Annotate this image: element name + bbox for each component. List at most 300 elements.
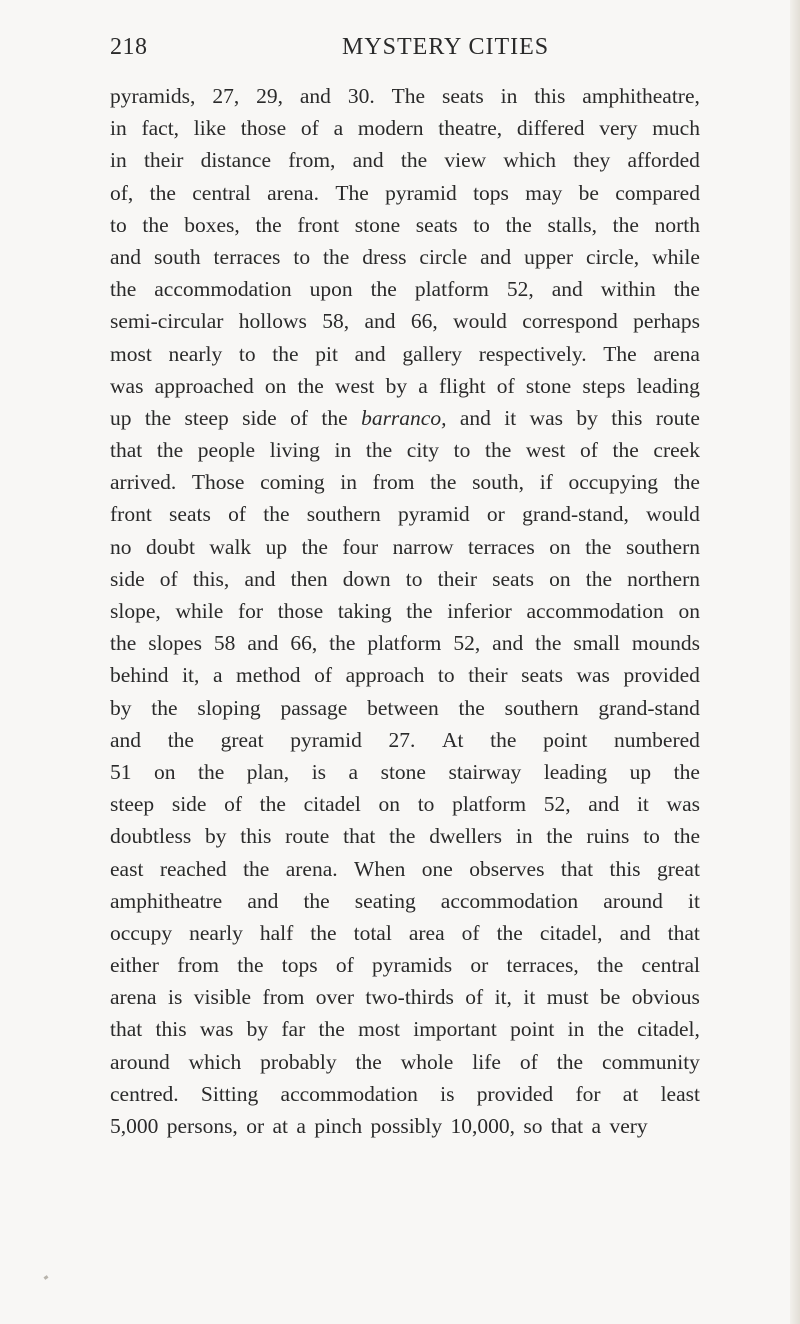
text-word: by	[110, 695, 132, 720]
text-word: upon	[309, 277, 353, 302]
text-word: the	[303, 888, 330, 913]
text-word: which	[188, 1049, 242, 1074]
text-word: from,	[288, 148, 336, 173]
text-word: the	[149, 180, 176, 205]
text-word: 52,	[506, 277, 534, 302]
text-word: doubtless	[110, 824, 192, 849]
text-word: stone	[354, 212, 401, 237]
text-word: to	[643, 824, 660, 849]
text-word: the	[151, 695, 178, 720]
text-word: from	[372, 470, 415, 495]
text-word: the	[167, 727, 194, 752]
text-word: flight	[438, 373, 486, 398]
text-word: pyramids,	[110, 84, 196, 108]
text-line	[110, 949, 700, 981]
text-word: area	[408, 920, 445, 945]
text-word: that	[110, 1017, 143, 1042]
text-word: of	[159, 566, 178, 591]
text-word: would	[646, 502, 700, 527]
text-word: of	[519, 1049, 538, 1074]
text-word: very	[609, 1114, 648, 1138]
text-word: like	[193, 116, 227, 141]
text-word: visible	[193, 985, 252, 1010]
text-word: which	[503, 148, 556, 173]
text-word: either	[110, 953, 159, 978]
text-word: southern	[504, 695, 579, 720]
text-word: if	[539, 470, 553, 495]
text-word: mounds	[631, 631, 700, 656]
text-word: to	[453, 438, 471, 463]
text-word: occupy	[110, 920, 173, 945]
text-word: total	[353, 920, 392, 945]
text-word: respectively.	[478, 341, 587, 366]
text-word: the	[323, 244, 350, 269]
text-word: passage	[280, 695, 348, 720]
text-word: then	[290, 566, 328, 591]
text-word: centred.	[110, 1081, 179, 1106]
text-word: reached	[159, 856, 227, 881]
text-word: by	[205, 824, 227, 849]
text-word: must	[546, 985, 589, 1010]
text-word: creek	[653, 438, 700, 463]
text-word: pyramid	[398, 502, 470, 527]
text-word: this	[534, 84, 566, 108]
text-word: seats	[415, 212, 458, 237]
text-word: stone	[525, 373, 572, 398]
text-word: platform	[452, 792, 527, 817]
text-word: 10,000,	[450, 1114, 516, 1138]
text-word: Sitting	[200, 1081, 259, 1106]
text-word: to	[238, 341, 256, 366]
text-word: west	[525, 438, 566, 463]
text-word: and	[364, 309, 396, 334]
text-word: terraces	[467, 534, 535, 559]
text-word: the	[370, 277, 397, 302]
text-word: those	[240, 116, 287, 141]
text-line	[110, 1013, 700, 1045]
text-word: far	[281, 1017, 306, 1042]
text-word: and	[492, 631, 524, 656]
text-word: citadel	[303, 792, 361, 817]
text-word: the	[535, 631, 562, 656]
text-word: it,	[182, 663, 200, 688]
text-word: taking	[337, 599, 392, 623]
text-word: dress	[362, 244, 407, 269]
text-word: the	[156, 438, 184, 463]
text-word: nearly	[168, 341, 223, 366]
text-line	[110, 498, 700, 530]
text-word: to	[110, 212, 127, 237]
text-word: down	[342, 566, 391, 591]
text-word: north	[654, 212, 700, 237]
text-word: occupying	[568, 470, 659, 495]
text-word: on	[678, 599, 700, 623]
text-word: the	[612, 438, 639, 463]
text-word: half	[259, 920, 294, 945]
text-word: this,	[192, 566, 230, 591]
text-word: 27,	[212, 84, 240, 108]
text-word: the	[318, 1017, 345, 1042]
text-word: while	[175, 599, 224, 623]
text-word: four	[342, 534, 379, 559]
text-word: obvious	[631, 985, 700, 1010]
text-word: ruins	[586, 824, 630, 849]
text-word: dwellers	[429, 824, 503, 849]
text-word: of,	[110, 180, 134, 205]
text-word: the	[597, 1017, 624, 1042]
text-word: central	[192, 180, 251, 205]
text-word: this	[611, 405, 643, 430]
text-word: and	[588, 792, 620, 817]
text-word: or	[486, 502, 505, 527]
text-word: that	[550, 1114, 584, 1138]
text-word: the	[142, 212, 169, 237]
text-word: behind	[110, 663, 169, 688]
text-word: community	[602, 1049, 700, 1074]
text-word: inferior	[447, 599, 512, 623]
text-word: 52,	[453, 631, 481, 656]
text-word: this	[609, 856, 641, 881]
text-word: of	[461, 920, 480, 945]
text-word: one	[421, 856, 453, 881]
text-word: the	[355, 1049, 382, 1074]
text-word: whole	[400, 1049, 454, 1074]
text-word: the	[243, 856, 270, 881]
text-word: the	[458, 695, 485, 720]
text-line	[110, 402, 700, 434]
text-word: approach	[345, 663, 425, 688]
text-word: most	[110, 341, 152, 366]
text-line	[110, 241, 700, 273]
text-word: would	[453, 309, 507, 334]
text-word: observes	[469, 856, 545, 881]
text-word: the	[673, 277, 700, 302]
text-word: was	[199, 1017, 234, 1042]
text-line	[110, 724, 700, 756]
page-edge	[790, 0, 800, 1324]
text-word: pyramid	[290, 727, 362, 752]
text-word: arena.	[285, 856, 338, 881]
text-word: slopes	[148, 631, 202, 656]
text-word: on	[154, 759, 176, 784]
text-word: platform	[367, 631, 442, 656]
text-word: for	[237, 599, 264, 623]
text-word: a	[212, 663, 223, 688]
text-word: the	[255, 212, 282, 237]
text-word: the	[389, 824, 416, 849]
text-word: in	[500, 84, 518, 108]
text-word: a	[348, 759, 359, 784]
text-word: it,	[494, 985, 512, 1010]
text-word: the	[259, 792, 286, 817]
running-head: MYSTERY CITIES	[342, 34, 550, 60]
text-word: the	[496, 920, 523, 945]
text-word: no	[110, 534, 132, 559]
text-word: amphitheatre	[110, 888, 223, 913]
text-word: it	[636, 792, 649, 817]
page-header	[110, 30, 700, 64]
text-word: from	[177, 953, 219, 978]
text-word: walk	[209, 534, 252, 559]
text-word: At	[442, 727, 464, 752]
text-line	[110, 1078, 700, 1110]
text-word: at	[272, 1114, 289, 1138]
text-word: to	[405, 566, 423, 591]
text-word: route	[655, 405, 700, 430]
text-word: it	[523, 985, 536, 1010]
text-word: point	[543, 727, 588, 752]
text-word: accommodation	[440, 888, 579, 913]
text-word: the	[301, 534, 328, 559]
text-word: stalls,	[547, 212, 598, 237]
text-word: this	[155, 1017, 187, 1042]
text-word: the	[110, 631, 137, 656]
text-word: is	[440, 1081, 455, 1106]
text-word: that	[110, 438, 143, 463]
text-word: northern	[627, 566, 700, 591]
text-word: persons,	[166, 1114, 238, 1138]
text-word: great	[656, 856, 700, 881]
text-word: their	[468, 663, 508, 688]
text-word: The	[391, 84, 426, 108]
text-word: on	[378, 792, 401, 817]
text-word: to	[437, 663, 455, 688]
text-word: correspond	[522, 309, 618, 334]
text-word: was	[110, 373, 144, 398]
text-word: the	[485, 438, 512, 463]
text-word: gallery	[402, 341, 463, 366]
text-word: the	[272, 341, 299, 366]
text-word: tops	[473, 180, 509, 205]
text-line	[110, 627, 700, 659]
text-word: the	[329, 631, 356, 656]
text-word: arena.	[267, 180, 319, 205]
text-word: of	[335, 953, 354, 978]
text-word: up	[110, 405, 132, 430]
text-word: the	[596, 953, 624, 978]
text-word: seats	[492, 566, 534, 591]
text-word: citadel,	[539, 920, 603, 945]
text-word: the	[310, 920, 337, 945]
text-word: most	[358, 1017, 400, 1042]
text-word: route	[285, 824, 330, 849]
text-word: leading	[636, 373, 700, 398]
text-word: seating	[354, 888, 416, 913]
text-word: 52,	[543, 792, 571, 817]
paper-speck	[44, 1275, 49, 1280]
text-word: the	[406, 599, 433, 623]
text-line	[110, 112, 700, 144]
text-word: 51	[110, 759, 132, 784]
text-line	[110, 853, 700, 885]
text-line	[110, 981, 700, 1013]
text-word: slope,	[110, 599, 161, 623]
text-word: the	[546, 824, 573, 849]
text-word: pit	[315, 341, 338, 366]
text-word: semi-circular	[110, 309, 224, 334]
text-word: the	[585, 534, 612, 559]
text-word: city	[406, 438, 440, 463]
text-word: by	[576, 405, 598, 430]
text-word: of	[228, 502, 246, 527]
text-word: the	[144, 405, 172, 430]
text-word: arena	[110, 985, 157, 1010]
text-word: to	[417, 792, 435, 817]
text-word: of	[224, 792, 243, 817]
text-line	[110, 144, 700, 176]
text-word: doubt	[145, 534, 195, 559]
text-word: is	[311, 759, 327, 784]
text-word: perhaps	[633, 309, 700, 334]
text-word: much	[652, 116, 700, 141]
text-word: differed	[516, 116, 585, 141]
text-word: circle	[419, 244, 468, 269]
text-word: their	[143, 148, 184, 173]
text-line	[110, 209, 700, 241]
text-word: method	[236, 663, 301, 688]
text-word: they	[573, 148, 611, 173]
text-word: and	[551, 277, 583, 302]
text-word: in	[110, 148, 127, 173]
text-word: and	[299, 84, 331, 108]
text-line	[110, 917, 700, 949]
text-word: steps	[582, 373, 626, 398]
text-word: seats	[441, 84, 484, 108]
text-line	[110, 885, 700, 917]
text-word: that	[343, 824, 376, 849]
text-word: side	[242, 405, 277, 430]
text-line	[110, 756, 700, 788]
text-word: to	[473, 212, 490, 237]
text-line	[110, 466, 700, 498]
text-word: and	[244, 566, 276, 591]
text-word: of	[300, 116, 319, 141]
text-word: distance	[200, 148, 272, 173]
text-word: pyramid	[385, 180, 457, 205]
text-word: 29,	[256, 84, 283, 108]
text-word: this	[240, 824, 272, 849]
text-word: the	[297, 373, 324, 398]
text-word: barranco,	[361, 405, 447, 430]
text-word: and	[352, 148, 384, 173]
text-word: on	[549, 566, 571, 591]
text-word: between	[367, 695, 439, 720]
text-word: side	[171, 792, 207, 817]
text-word: on	[549, 534, 571, 559]
text-word: seats	[521, 663, 563, 688]
text-line	[110, 788, 700, 820]
text-word: grand-stand	[598, 695, 700, 720]
text-line	[110, 563, 700, 595]
text-word: point	[510, 1017, 555, 1042]
text-word: and	[619, 920, 651, 945]
text-word: the	[263, 502, 290, 527]
text-word: accommodation	[526, 599, 664, 623]
text-word: from	[262, 985, 305, 1010]
text-word: circle,	[586, 244, 640, 269]
text-word: narrow	[392, 534, 454, 559]
text-word: accommodation	[280, 1081, 418, 1106]
text-word: was	[576, 663, 610, 688]
text-word: a	[418, 373, 428, 398]
text-word: that	[560, 856, 594, 881]
text-word: that	[667, 920, 700, 945]
text-word: hollows	[238, 309, 307, 334]
text-word: a	[333, 116, 344, 141]
text-word: amphitheatre,	[582, 84, 700, 108]
text-word: arrived.	[110, 470, 177, 495]
text-word: be	[578, 180, 599, 205]
text-word: over	[315, 985, 354, 1010]
text-word: up	[629, 759, 652, 784]
text-word: compared	[615, 180, 700, 205]
text-word: was	[529, 405, 564, 430]
text-word: south	[154, 244, 201, 269]
text-word: tops	[281, 953, 318, 978]
text-word: on	[264, 373, 287, 398]
text-word: the	[321, 405, 348, 430]
text-word: citadel,	[637, 1017, 700, 1042]
text-line	[110, 80, 700, 112]
text-word: nearly	[189, 920, 243, 945]
text-word: terraces,	[506, 953, 579, 978]
text-line	[110, 305, 700, 337]
text-word: the	[585, 566, 612, 591]
text-word: within	[600, 277, 656, 302]
text-word: steep	[110, 792, 155, 817]
text-word: or	[246, 1114, 265, 1138]
text-word: west	[335, 373, 375, 398]
text-word: The	[335, 180, 369, 205]
text-line	[110, 692, 700, 724]
text-word: 58,	[322, 309, 350, 334]
text-word: probably	[260, 1049, 337, 1074]
text-word: 66,	[410, 309, 438, 334]
text-word: their	[437, 566, 477, 591]
text-word: a	[296, 1114, 306, 1138]
text-word: and	[110, 727, 142, 752]
text-word: provided	[476, 1081, 554, 1106]
text-word: the	[612, 212, 639, 237]
text-word: 5,000	[110, 1114, 159, 1138]
text-word: upper	[524, 244, 574, 269]
text-word: coming	[260, 470, 325, 495]
text-word: in	[334, 438, 352, 463]
text-word: to	[293, 244, 311, 269]
text-word: east	[110, 856, 144, 881]
text-word: view	[444, 148, 487, 173]
text-word: central	[641, 953, 700, 978]
text-word: and	[459, 405, 491, 430]
text-line	[110, 434, 700, 466]
text-word: fact,	[141, 116, 180, 141]
text-word: around	[603, 888, 663, 913]
text-word: platform	[414, 277, 489, 302]
text-word: was	[666, 792, 700, 817]
text-word: the	[505, 212, 532, 237]
text-word: very	[599, 116, 638, 141]
text-word: it	[687, 888, 700, 913]
text-word: it	[504, 405, 517, 430]
text-word: the	[400, 148, 428, 173]
text-line	[110, 1046, 700, 1078]
text-word: is	[167, 985, 183, 1010]
text-word: great	[220, 727, 264, 752]
text-word: 27.	[388, 727, 416, 752]
text-word: of	[465, 985, 484, 1010]
text-word: by	[385, 373, 408, 398]
text-word: plan,	[246, 759, 290, 784]
